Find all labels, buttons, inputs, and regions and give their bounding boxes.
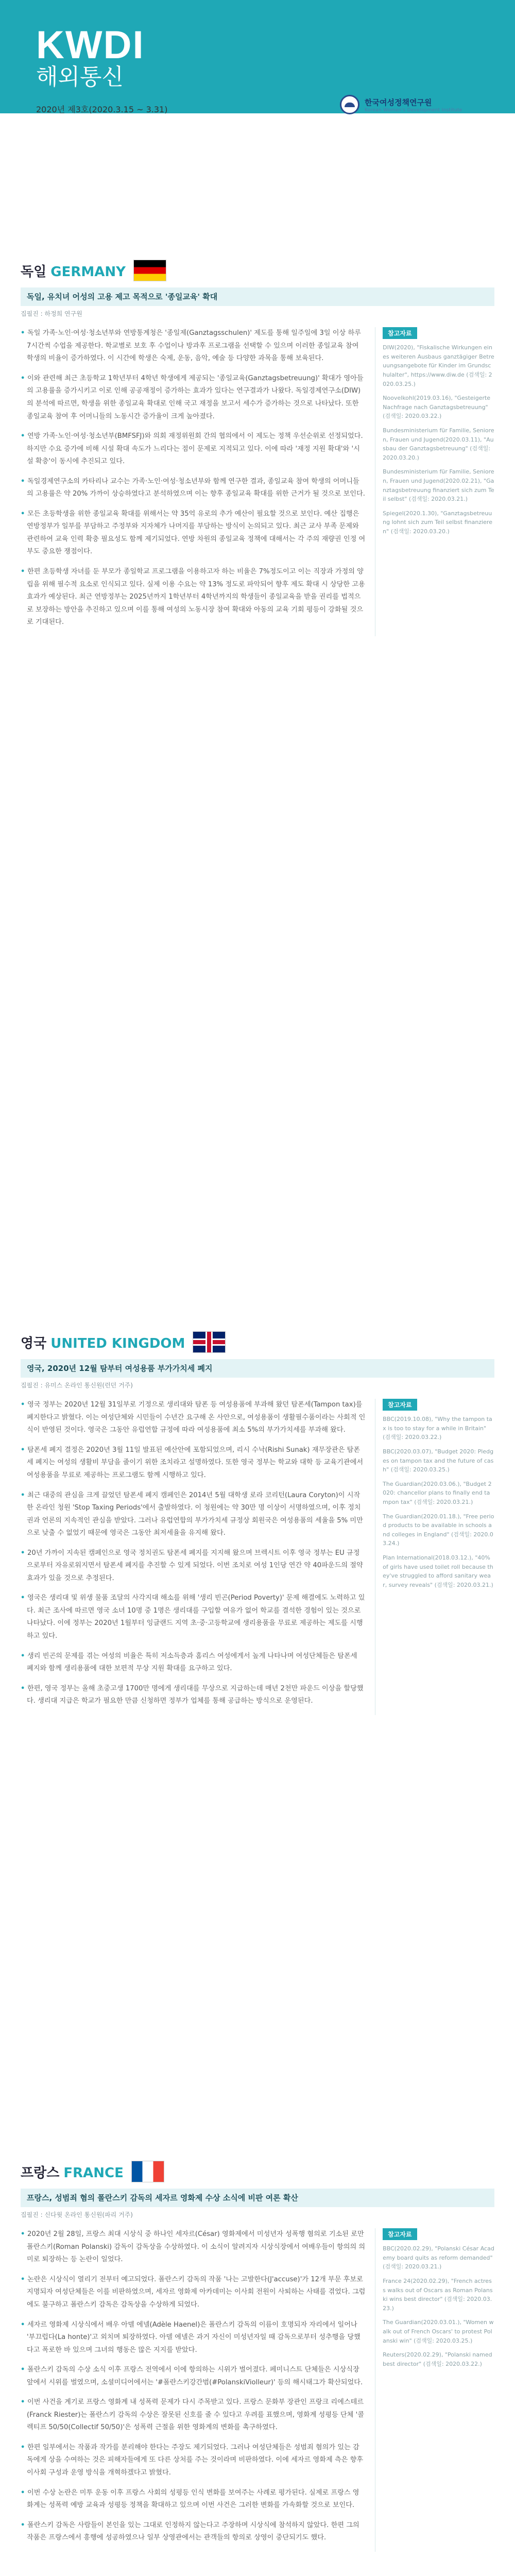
article-headline: 독일, 유치녀 어성의 고용 제고 목적으로 '종일교육' 확대 xyxy=(21,287,494,306)
flag-de-icon xyxy=(134,260,166,281)
section-title xyxy=(21,258,494,283)
article-paragraph: • 탐폰세 폐지 결정은 2020년 3월 11일 발표된 예산안에 포함되었으며, 리시 수낙(Rishi Sunak) 재무장관은 탐폰세 폐지는 여성의 생활비 부담을 줄이기 위한 조치라고 설명하였다. 또한 영국 정부는 학교와 대학 등 교육기관에서 여성용품을 무료로 제공하는 프로그램도 함께 시행하고 있다. xyxy=(21,1444,366,1482)
reference-item[interactable]: Reuters(2020.02.29), "Polanski named best director" (검색일: 2020.03.22.) xyxy=(383,2351,492,2367)
article-paragraph: • 20년 가까이 지속된 캠페인으로 영국 정치권도 탐폰세 폐지를 지지해 왔으며 브렉시트 이후 영국 정부는 EU 규정으로부터 자유로워지면서 탐폰세 폐지를 추진할 수 있게 되었다. 이번 조치로 여성 1인당 연간 약 40파운드의 절약 효과가 있을 것으로 추정된다. xyxy=(21,1547,366,1585)
article-paragraph: • 세자르 영화제 시상식에서 배우 아델 에넬(Adèle Haenel)은 폴란스키 감독의 이름이 호명되자 자리에서 일어나 '부끄럽다(La honte)'고 외치며 퇴장하였다. 아델 에넬은 과거 자신이 미성년자일 때 감독으로부터 성추행을 당했다고 폭로한 바 있으며 그녀의 행동은 많은 지지를 받았다. xyxy=(21,2319,366,2357)
article-paragraph: • 독일 가족·노인·여성·청소년부와 연방통계청은 '종일제(Ganztagsschulen)' 제도를 통해 일주일에 3일 이상 하루 7시간씩 수업을 제공한다. 학교별로 보호 후 수업이나 방과후 프로그램을 선택할 수 있으며 이러한 종일교육 참여 학생의 비율이 증가하였다. 이 시간에 학생은 숙제, 운동, 음악, 예술 등 다양한 과목을 통해 보육된다. xyxy=(21,327,366,365)
reference-item[interactable]: Spiegel(2020.1.30), "Ganztagsbetreuung lohnt sich zum Teil selbst finanzieren" (검색일: 2020.03.20.) xyxy=(383,510,492,535)
references-panel xyxy=(375,327,494,636)
references-tag: 참고자료 xyxy=(383,2228,417,2240)
country-name: 영국 xyxy=(21,1335,47,1351)
article-body xyxy=(21,327,366,636)
article-byline: 집필진 : 유미스 온라인 통신원(런던 거주) xyxy=(21,1382,133,1389)
section-fr xyxy=(21,2159,494,2552)
reference-item[interactable]: The Guardian(2020.03.01.), "Women walk out of French Oscars' to protest Polanski win" (검색일: 2020.03.25.) xyxy=(383,2319,494,2344)
article-paragraph: • 독일경제연구소의 카타리나 교수는 가족·노인·여성·청소년부와 함께 연구한 결과, 종일교육 참여 학생의 어머니들의 고용률은 약 20% 가까이 상승하였다고 분석하였으며 이는 향후 종일교육 확대를 위한 근거가 될 것으로 보인다. xyxy=(21,476,366,501)
reference-item[interactable]: DIW(2020), "Fiskalische Wirkungen eines weiteren Ausbaus ganztägiger Betreuungsangebote für Kinder im Grundschulalter", https://www.diw.de (검색일: 2020.03.25.) xyxy=(383,344,494,387)
article-byline: 집필진 : 신다윗 온라인 통신원(파리 거주) xyxy=(21,2211,133,2219)
section-de xyxy=(21,258,494,636)
reference-item[interactable]: Bundesministerium für Familie, Senioren, Frauen und Jugend(2020.02.21), "Ganztagsbetreuung finanziert sich zum Teil selbst" (검색일: 2020.03.21.) xyxy=(383,468,494,503)
reference-item[interactable]: The Guardian(2020.03.06.), "Budget 2020: chancellor plans to finally end tampon tax" (검색일: 2020.03.21.) xyxy=(383,1480,492,1505)
article-body xyxy=(21,2228,366,2551)
reference-item[interactable]: BBC(2020.02.29), "Polanski César Academy board quits as reform demanded" (검색일: 2020.03.21.) xyxy=(383,2245,494,2270)
article-headline: 영국, 2020년 12월 탐부터 여성용품 부가가치세 폐지 xyxy=(21,1359,494,1378)
reference-item[interactable]: Plan International(2018.03.12.), "40% of girls have used toilet roll because they've struggled to afford sanitary wear, survey reveals" (검색일: 2020.03.21.) xyxy=(383,1554,493,1588)
issue-info: 2020년 제3호(2020.3.15 ~ 3.31) xyxy=(36,105,168,114)
article-paragraph: • 연방 가족·노인·여성·청소년부(BMFSFJ)와 의회 재정위원회 간의 협의에서 이 제도는 정책 우선순위로 선정되었다. 하지만 수요 증가에 비해 시설 확대 속도가 느리다는 점이 문제로 지적되고 있다. 이에 따라 '재정 지원 확대'와 '시설 확충'이 동시에 추진되고 있다. xyxy=(21,430,366,468)
brand-title: KWDI xyxy=(36,23,145,67)
article-byline: 집필진 : 하정희 연구원 xyxy=(21,310,82,318)
references-panel xyxy=(375,1399,494,1715)
article-paragraph: • 이와 관련해 최근 초등학교 1학년부터 4학년 학생에게 제공되는 '종일교육(Ganztagsbetreuung)' 확대가 영아들의 고용률을 증가시키고 이로 인해 공공재정이 증가하는 효과가 있다는 연구결과가 나왔다. 독일경제연구소(DIW)의 분석에 따르면, 학생을 위한 종일교육 확대로 인해 국고 재정을 보고서 세수가 증가하는 것으로 나타났다. 또한 종일교육 참여 후 어머니들의 노동시간 증가율이 크게 높아졌다. xyxy=(21,372,366,423)
article-paragraph: • 영국은 생리대 및 위생 물품 조달의 사각지대 해소를 위해 '생리 빈곤(Period Poverty)' 문제 해결에도 노력하고 있다. 최근 조사에 따르면 영국 소녀 10명 중 1명은 생리대를 구입할 여유가 없어 학교를 결석한 경험이 있는 것으로 나타났다. 이에 정부는 2020년 1월부터 잉글랜드 지역 초·중·고등학교에 생리용품을 무료로 제공하는 제도를 시행하고 있다. xyxy=(21,1592,366,1642)
flag-fr-icon xyxy=(132,2161,164,2182)
reference-item[interactable]: Bundesministerium für Familie, Senioren, Frauen und Jugend(2020.03.11), "Ausbau der Ganztagsbetreuung" (검색일: 2020.03.20.) xyxy=(383,427,494,461)
country-name-en: GERMANY xyxy=(50,264,126,280)
country-name: 독일 xyxy=(21,264,47,280)
reference-item[interactable]: BBC(2019.10.08), "Why the tampon tax is too to stay for a while in Britain" (검색일: 2020.03.22.) xyxy=(383,1416,492,1441)
brand-subtitle: 해외통신 xyxy=(36,64,124,90)
references-tag: 참고자료 xyxy=(383,327,417,339)
article-paragraph: • 폴란스키 감독은 사람들이 본인을 있는 그대로 인정하지 않는다고 주장하며 시상식에 참석하지 않았다. 한편 그의 작품은 프랑스에서 흥행에 성공하였으나 일부 상영관에서는 관객들의 항의로 상영이 중단되기도 했다. xyxy=(21,2519,366,2545)
article-paragraph: • 최근 대중의 관심을 크게 끌었던 탐폰세 폐지 캠페인은 2014년 5월 대학생 로라 코리턴(Laura Coryton)이 시작한 온라인 청원 'Stop Taxing Periods'에서 출발하였다. 이 청원에는 약 30만 명 이상이 서명하였으며, 이후 정치권과 언론의 지속적인 관심을 받았다. 그러나 유럽연합의 부가가치세 규정상 회원국은 여성용품의 세율을 5% 미만으로 낮출 수 없었기 때문에 영국은 그동안 최저세율을 유지해 왔다. xyxy=(21,1489,366,1540)
logo-text: 한국여성정책연구원 xyxy=(365,97,432,107)
article-paragraph: • 한편, 영국 정부는 올해 초중고생 1700만 명에게 생리대를 무상으로 지급하는데 매년 2천만 파운드 이상을 할당했다. 생리대 지급은 학교가 필요한 만큼 신청하면 정부가 업체를 통해 공급하는 방식으로 운영된다. xyxy=(21,1683,366,1708)
reference-item[interactable]: The Guardian(2020.01.18.), "Free period products to be available in schools and colleges in England" (검색일: 2020.03.24.) xyxy=(383,1513,494,1547)
kwdi-logo[interactable] xyxy=(340,95,462,114)
country-name-en: UNITED KINGDOM xyxy=(50,1335,185,1351)
article-paragraph: • 생리 빈곤의 문제를 겪는 여성의 비율은 특히 저소득층과 홈리스 여성에게서 높게 나타나며 여성단체들은 탐폰세 폐지와 함께 생리용품에 대한 보편적 무상 지원 확대를 요구하고 있다. xyxy=(21,1650,366,1675)
article-paragraph: • 한편 초등학생 자녀를 둔 부모가 종일학교 프로그램을 이용하고자 하는 비율은 7%정도이고 이는 직장과 가정의 양립을 위해 필수적 요소로 인식되고 있다. 실제 이용 수요는 약 13% 정도로 파악되어 향후 제도 확대 시 상당한 고용 효과가 예상된다. 최근 연방정부는 2025년까지 1학년부터 4학년까지의 학생들이 종일교육을 받을 권리를 법적으로 보장하는 방안을 추진하고 있으며 이를 통해 여성의 노동시장 참여 확대와 아동의 교육 기회 평등이 강화될 것으로 기대된다. xyxy=(21,566,366,629)
article-paragraph: • 폴란스키 감독의 수상 소식 이후 프랑스 전역에서 이에 항의하는 시위가 벌어졌다. 페미니스트 단체들은 시상식장 앞에서 시위를 벌였으며, 소셜미디어에서는 '#폴란스키강간범(#PolanskiViolleur)' 등의 해시태그가 확산되었다. xyxy=(21,2364,366,2389)
article-paragraph: • 영국 정부는 2020년 12월 31일부로 기정으로 생리대와 탐폰 등 여성용품에 부과해 왔던 탐폰세(Tampon tax)를 폐지한다고 밝혔다. 이는 여성단체와 시민들이 수년간 요구해 온 사안으로, 여성용품이 생활필수품이라는 사회적 인식이 반영된 것이다. 영국은 그동안 유럽연합 규정에 따라 여성용품에 최소 5%의 부가가치세를 부과해 왔다. xyxy=(21,1399,366,1437)
article-paragraph: • 한편 일부에서는 작품과 작가를 분리해야 한다는 주장도 제기되었다. 그러나 여성단체들은 성범죄 혐의가 있는 감독에게 상을 수여하는 것은 피해자들에게 또 다른 상처를 주는 것이라며 비판하였다. 이에 세자르 영화제 측은 향후 이사회 구성과 운영 방식을 개혁하겠다고 밝혔다. xyxy=(21,2442,366,2480)
country-name-en: FRANCE xyxy=(63,2165,124,2181)
article-paragraph: • 2020년 2월 28일, 프랑스 최대 시상식 중 하나인 세자르(César) 영화제에서 미성년자 성폭행 혐의로 기소된 로만 폴란스키(Roman Polanski) 감독이 감독상을 수상하였다. 이 소식이 알려지자 시상식장에서 여배우들이 항의의 의미로 퇴장하는 등 논란이 일었다. xyxy=(21,2228,366,2266)
references-tag: 참고자료 xyxy=(383,1399,417,1411)
section-title xyxy=(21,2159,494,2184)
references-panel xyxy=(375,2228,494,2551)
country-name: 프랑스 xyxy=(21,2165,60,2181)
article-paragraph: • 논란은 시상식이 열리기 전부터 예고되었다. 폴란스키 감독의 작품 '나는 고발한다(J'accuse)'가 12개 부문 후보로 지명되자 여성단체들은 이를 비판하였으며, 세자르 영화제 아카데미는 이사회 전원이 사퇴하는 사태를 겪었다. 그럼에도 불구하고 폴란스키 감독은 감독상을 수상하게 되었다. xyxy=(21,2274,366,2312)
reference-item[interactable]: France 24(2020.02.29), "French actress walks out of Oscars as Roman Polanski wins best director" (검색일: 2020.03.23.) xyxy=(383,2278,493,2312)
kwdi-logo-icon xyxy=(340,95,359,114)
article-paragraph: • 모든 초등학생을 위한 종일교육 확대를 위해서는 약 35억 유로의 추가 예산이 필요할 것으로 보인다. 예산 집행은 연방정부가 일부를 부담하고 주정부와 지자체가 나머지를 부담하는 방식이 논의되고 있다. 최근 교사 부족 문제와 관련하여 교육 인력 확충 필요성도 함께 제기되었다. 연방 차원의 종일교육 정책에 대해서는 각 주의 재량권 인정 여부도 중요한 쟁점이다. xyxy=(21,508,366,558)
article-paragraph: • 이번 수상 논란은 미투 운동 이후 프랑스 사회의 성평등 인식 변화를 보여주는 사례로 평가된다. 실제로 프랑스 영화계는 성폭력 예방 교육과 성평등 정책을 확대하고 있으며 이번 사건은 그러한 변화를 가속화할 것으로 보인다. xyxy=(21,2487,366,2512)
article-body xyxy=(21,1399,366,1715)
flag-uk-icon xyxy=(193,1332,225,1352)
section-uk xyxy=(21,1329,494,1715)
reference-item[interactable]: Noovelkohl(2019.03.16), "Gesteigerte Nachfrage nach Ganztagsbetreuung" (검색일: 2020.03.22.) xyxy=(383,395,491,420)
article-paragraph: • 이번 사건을 계기로 프랑스 영화계 내 성폭력 문제가 다시 주목받고 있다. 프랑스 문화부 장관인 프랑크 리에스테르(Franck Riester)는 폴란스키 감독의 수상은 잘못된 신호를 줄 수 있다고 우려를 표했으며, 영화계 성평등 단체 '콜렉티프 50/50(Collectif 50/50)'은 성폭력 근절을 위한 영화계의 변화를 촉구하였다. xyxy=(21,2396,366,2434)
article-headline: 프랑스, 성범죄 혐의 폴란스키 감독의 세자르 영화제 수상 소식에 비판 여론 확산 xyxy=(21,2189,494,2207)
reference-item[interactable]: BBC(2020.03.07), "Budget 2020: Pledges on tampon tax and the future of cash" (검색일: 2020.03.25.) xyxy=(383,1448,494,1473)
logo-subtext: Korean Women's Development Institute xyxy=(365,107,462,113)
section-title xyxy=(21,1329,494,1355)
